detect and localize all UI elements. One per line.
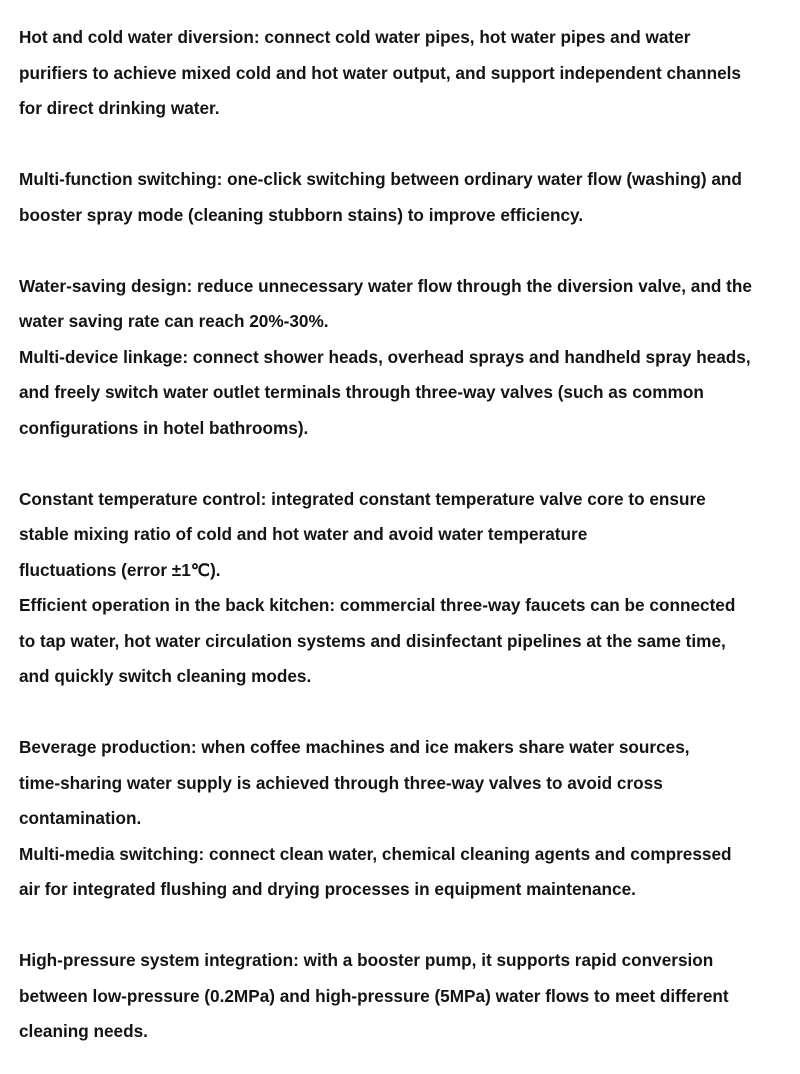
paragraph-gap bbox=[19, 446, 794, 482]
text-line: and quickly switch cleaning modes. bbox=[19, 666, 312, 686]
text-line: purifiers to achieve mixed cold and hot water output, and support independent channels bbox=[19, 62, 741, 83]
text-line: Water-saving design: reduce unnecessary water flow through the diversion valve, and the bbox=[19, 275, 752, 296]
text-line: time-sharing water supply is achieved through three-way valves to avoid cross bbox=[19, 772, 663, 793]
text-line: cleaning needs. bbox=[19, 1021, 148, 1041]
text-line: Constant temperature control: integrated constant temperature valve core to ensure bbox=[19, 488, 706, 509]
text-line: and freely switch water outlet terminals through three-way valves (such as common bbox=[19, 382, 704, 402]
text-line: configurations in hotel bathrooms). bbox=[19, 417, 309, 438]
text-line: Beverage production: when coffee machines and ice makers share water sources, bbox=[19, 737, 690, 757]
paragraph-gap bbox=[19, 127, 794, 163]
text-line: booster spray mode (cleaning stubborn stains) to improve efficiency. bbox=[19, 204, 584, 225]
paragraph-gap bbox=[19, 233, 794, 269]
text-line: fluctuations (error ±1℃). bbox=[19, 559, 221, 580]
paragraph-gap bbox=[19, 695, 794, 731]
text-line: stable mixing ratio of cold and hot water and avoid water temperature bbox=[19, 524, 588, 544]
text-line: Efficient operation in the back kitchen: commercial three-way faucets can be connected bbox=[19, 595, 736, 615]
text-line: Hot and cold water diversion: connect cold water pipes, hot water pipes and water bbox=[19, 27, 691, 47]
document-body bbox=[19, 20, 794, 1050]
text-line: Multi-device linkage: connect shower heads, overhead sprays and handheld spray heads, bbox=[19, 346, 751, 367]
text-line: water saving rate can reach 20%-30%. bbox=[19, 311, 329, 331]
text-line: to tap water, hot water circulation systems and disinfectant pipelines at the same time, bbox=[19, 630, 726, 651]
text-line: contamination. bbox=[19, 808, 142, 828]
text-line: between low-pressure (0.2MPa) and high-pressure (5MPa) water flows to meet different bbox=[19, 985, 729, 1006]
text-line: for direct drinking water. bbox=[19, 98, 220, 118]
text-line: Multi-media switching: connect clean water, chemical cleaning agents and compressed bbox=[19, 843, 732, 864]
text-line: air for integrated flushing and drying processes in equipment maintenance. bbox=[19, 879, 636, 899]
text-line: Multi-function switching: one-click switching between ordinary water flow (washing) and bbox=[19, 169, 742, 189]
paragraph-gap bbox=[19, 908, 794, 944]
text-line: High-pressure system integration: with a booster pump, it supports rapid conversion bbox=[19, 950, 714, 970]
